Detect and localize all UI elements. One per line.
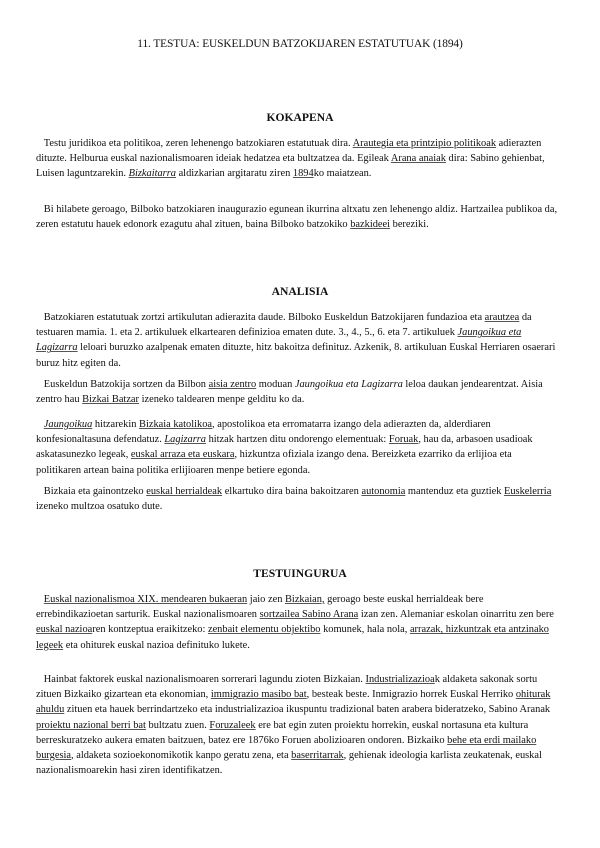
link-arautzea[interactable]: arautzea [484,312,520,323]
link-euskelerria[interactable]: Euskelerria [504,486,552,497]
heading-kokapena: KOKAPENA [266,111,334,124]
heading-analisia: ANALISIA [271,285,329,298]
link-1894[interactable]: 1894 [292,168,314,180]
link-bizkaitarra[interactable]: Bizkaitarra [128,168,176,180]
analisia-paragraph-3: Jaungoikua hitzarekin Bizkaia katolikoa, apostolikoa eta erromatarra izango dela adierazten da, alderdiaren konfesionaltasuna defendatuz. Lagizarra hitzak hartzen ditu ondorengo elementuak: Foruak, hau da, arbasoen usadioak askatasunezko legeak, euskal arraza eta euskara, hizkuntza ofiziala izango dena. Bereizketa ezarriko da erlijioa eta politikaren artean baina politika erlijioaren menpe betiere egonda. [36,419,533,476]
link-bizkai-batzar[interactable]: Bizkai Batzar [82,394,140,406]
link-foruak[interactable]: Foruak [388,434,419,446]
link-euskal-nazioa[interactable]: euskal nazioa [36,624,93,636]
link-euskal-arraza[interactable]: euskal arraza eta euskara [130,449,235,461]
link-sabino-arana[interactable]: sortzailea Sabino Arana [259,609,359,621]
document-title: 11. TESTUA: EUSKELDUN BATZOKIJAREN ESTATUTUAK (1894) [137,38,463,50]
analisia-paragraph-1: Batzokiaren estatutuak zortzi artikulutan adierazita daude. Bilboko Euskeldun Batzokijaren fundazioa eta arautzea da testuaren mamia. 1. eta 2. artikuluek elkartearen definizioa ematen dute. 3., 4., 5., 6. eta 7. artikuluek Jaungoikua eta Lagizarra leloari buruzko azalpenak ematen dituzte, hitz bakoitza definituz. Azkenik, 8. artikuluan Euskal Herriaren osaerari buruz hitz egiten da. [36,312,556,369]
link-burgesia[interactable]: behe eta erdi mailako burgesia [36,734,537,762]
link-industrializazioa[interactable]: Industrializazioa [365,674,435,685]
link-aisia-zentro[interactable]: aisia zentro [208,379,257,390]
testuingurua-paragraph-2: Hainbat faktorek euskal nazionalismoaren sorrerari lagundu zioten Bizkaian. Industrializazioak aldaketa sakonak sortu zituen Bizkaiko gizartean eta ekonomian, immigrazio masibo bat, besteak beste. Inmigrazio horrek Euskal Herriko ohiturak ahuldu zituen eta hauek berrindartzeko eta industrializazioa ikuspuntu tradizional baten arabera bideratzeko, Sabino Aranak proiektu nazional berri bat bultzatu zuen. Foruzaleek ere bat egin zuten proiektu horrekin, euskal nortasuna eta kultura berreskuratzeko aukera ematen baitzuen, batez ere 1876ko Foruen abolizioaren ondoren. Bizkaiko behe eta erdi mailako burgesia, aldaketa sozioekonomikotik kanpo geratu zena, eta baserritarrak, gehienak ideologia karlista zeukatenak, euskal nazionalismoarekin hasi ziren identifikatzen. [36,674,551,777]
link-jaungoikua-lagizarra[interactable]: Jaungoikua eta Lagizarra [36,327,522,354]
link-foruzaleek[interactable]: Foruzaleek [209,719,256,731]
link-euskal-herrialdeak[interactable]: euskal herrialdeak [146,486,223,497]
link-proiektu-nazional[interactable]: proiektu nazional berri bat [36,719,146,731]
link-baserritarrak[interactable]: baserritarrak [291,750,344,762]
kokapena-paragraph-2: Bi hilabete geroago, Bilboko batzokiaren inaugurazio egunean ikurrina altxatu zen lehenengo aldiz. Hartzailea publikoa da, zeren estatutu hauek edonork ezagutu ahal zituen, baina Bilboko batzokiko bazkideei bereziki. [36,204,558,231]
link-ohiturak-ahuldu[interactable]: ohiturak ahuldu [36,689,551,716]
link-jaungoikua[interactable]: Jaungoikua [43,419,93,430]
link-bizkaian[interactable]: Bizkaian, [285,594,325,605]
analisia-paragraph-4: Bizkaia eta gainontzeko euskal herrialdeak elkartuko dira baina bakoitzaren autonomia mantenduz eta guztiek Euskelerria izeneko multzoa osatuko dute. [36,486,552,513]
link-bazkideei[interactable]: bazkideei [350,219,391,231]
link-elementu-objektibo[interactable]: zenbait elementu objektibo [207,624,321,636]
link-autonomia[interactable]: autonomia [361,486,406,497]
link-euskal-nazionalismoa[interactable]: Euskal nazionalismoa XIX. mendearen bukaeran [43,594,248,605]
link-bizkaia-katolikoa[interactable]: Bizkaia katolikoa [139,419,213,430]
link-lagizarra[interactable]: Lagizarra [164,434,206,446]
link-arautegia[interactable]: Arautegia eta printzipio politikoak [352,138,497,149]
heading-testuingurua: TESTUINGURUA [253,567,347,580]
analisia-paragraph-2: Euskeldun Batzokija sortzen da Bilbon aisia zentro moduan Jaungoikua eta Lagizarra leloa daukan jendearentzat. Aisia zentro hau Bizkai Batzar izeneko taldearen menpe gelditu ko da. [36,379,543,406]
link-arana-anaiak[interactable]: Arana anaiak [390,153,446,165]
link-arrazak-hizkuntzak[interactable]: arrazak, hizkuntzak eta antzinako legeek [36,624,549,651]
kokapena-paragraph-1: Testu juridikoa eta politikoa, zeren lehenengo batzokiaren estatutuak dira. Arautegia eta printzipio politikoak adierazten dituzte. Helburua euskal nazionalismoaren ideiak hedatzea eta bultzatzea da. Egileak Arana anaiak dira: Sabino gehienbat, Luisen laguntzarekin. Bizkaitarra aldizkarian argitaratu ziren 1894ko maiatzean. [36,138,545,180]
link-immigrazio-masibo[interactable]: immigrazio masibo bat [210,689,307,701]
testuingurua-paragraph-1: Euskal nazionalismoa XIX. mendearen bukaeran jaio zen Bizkaian, geroago beste euskal herrialdeak bere errebindikazioetan sarturik. Euskal nazionalismoaren sortzailea Sabino Arana izan zen. Alemaniar eskolan oinarritu zen bere euskal nazioaren kontzeptua eraikitzeko: zenbait elementu objektibo komunek, hala nola, arrazak, hizkuntzak eta antzinako legeek eta ohiturek euskal nazioa definituko lukete. [36,594,554,651]
